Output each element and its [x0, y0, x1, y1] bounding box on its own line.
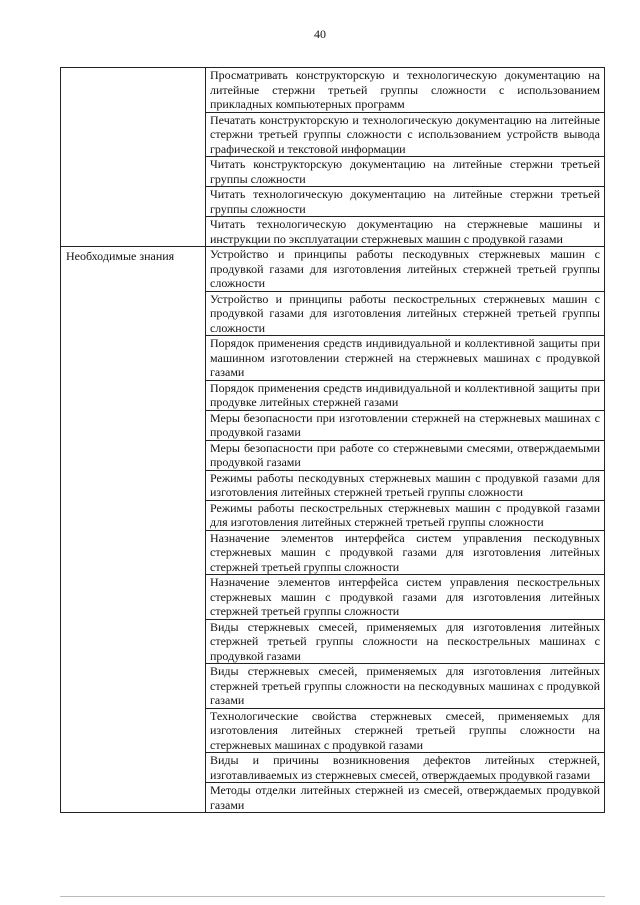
table-cell: Назначение элементов интерфейса систем управления пескострельных стержневых машин с продувкой газами для изготовления литейных стержней третьей группы сложности: [206, 575, 605, 620]
table-cell: Виды и причины возникновения дефектов литейных стержней, изготавливаемых из стержневых смесей, отверждаемых продувкой газами: [206, 753, 605, 783]
table-cell: Меры безопасности при изготовлении стержней на стержневых машинах с продувкой газами: [206, 410, 605, 440]
table-cell: Виды стержневых смесей, применяемых для изготовления литейных стержней третьей группы сложности на пескострельных машинах с продувкой газами: [206, 619, 605, 664]
table-cell: Виды стержневых смесей, применяемых для изготовления литейных стержней третьей группы сложности на пескодувных машинах с продувкой газами: [206, 664, 605, 709]
requirements-table: [60, 67, 605, 813]
section-label: Необходимые знания: [61, 247, 206, 813]
table-cell: Меры безопасности при работе со стержневыми смесями, отверждаемыми продувкой газами: [206, 440, 605, 470]
page-number: 40: [314, 27, 326, 41]
table-cell: Режимы работы пескодувных стержневых машин с продувкой газами для изготовления литейных стержней третьей группы сложности: [206, 470, 605, 500]
table-cell: Назначение элементов интерфейса систем управления пескодувных стержневых машин с продувкой газами для изготовления литейных стержней третьей группы сложности: [206, 530, 605, 575]
page-bottom-rule: [60, 896, 605, 897]
table-cell: Методы отделки литейных стержней из смесей, отверждаемых продувкой газами: [206, 783, 605, 813]
table-cell: Читать технологическую документацию на литейные стержни третьей группы сложности: [206, 187, 605, 217]
table-cell: Читать конструкторскую документацию на литейные стержни третьей группы сложности: [206, 157, 605, 187]
section-label: [61, 68, 206, 247]
table-cell: Просматривать конструкторскую и технологическую документацию на литейные стержни третьей группы сложности с использованием прикладных компьютерных программ: [206, 68, 605, 113]
table-cell: Порядок применения средств индивидуальной и коллективной защиты при машинном изготовлении стержней на стержневых машинах с продувкой газами: [206, 336, 605, 381]
table-cell: Режимы работы пескострельных стержневых машин с продувкой газами для изготовления литейных стержней третьей группы сложности: [206, 500, 605, 530]
table-cell: Устройство и принципы работы пескострельных стержневых машин с продувкой газами для изготовления литейных стержней третьей группы сложности: [206, 291, 605, 336]
table-cell: Технологические свойства стержневых смесей, применяемых для изготовления литейных стержней третьей группы сложности на стержневых машинах с продувкой газами: [206, 708, 605, 753]
table-cell: Печатать конструкторскую и технологическую документацию на литейные стержни третьей группы сложности с использованием устройств вывода графической и текстовой информации: [206, 112, 605, 157]
table-cell: Устройство и принципы работы пескодувных стержневых машин с продувкой газами для изготовления литейных стержней третьей группы сложности: [206, 247, 605, 292]
table-cell: Порядок применения средств индивидуальной и коллективной защиты при продувке литейных стержней газами: [206, 380, 605, 410]
table-row: [61, 68, 605, 113]
table-row: [61, 247, 605, 292]
table-cell: Читать технологическую документацию на стержневые машины и инструкции по эксплуатации стержневых машин с продувкой газами: [206, 217, 605, 247]
